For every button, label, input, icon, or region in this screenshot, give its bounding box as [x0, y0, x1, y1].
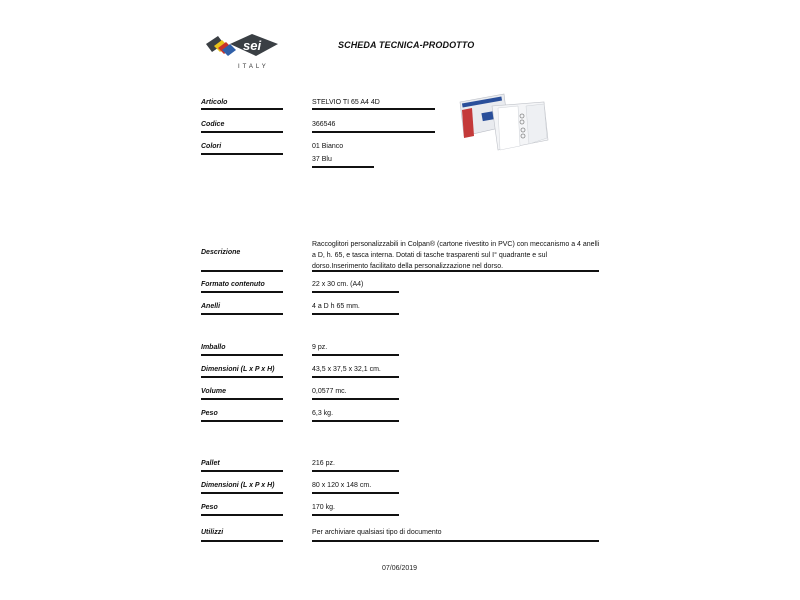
colori-value-2: 37 Blu — [312, 156, 332, 163]
codice-value-rule — [312, 131, 435, 133]
imballo-dimensioni-label: Dimensioni (L x P x H) — [201, 366, 275, 373]
imballo-dimensioni-value: 43,5 x 37,5 x 32,1 cm. — [312, 366, 381, 373]
anelli-value-rule — [312, 313, 399, 315]
articolo-label: Articolo — [201, 99, 228, 106]
pallet-label: Pallet — [201, 460, 220, 467]
pallet-dimensioni-value: 80 x 120 x 148 cm. — [312, 482, 372, 489]
pallet-peso-label: Peso — [201, 504, 218, 511]
volume-value: 0,0577 mc. — [312, 388, 347, 395]
pallet-dimensioni-label: Dimensioni (L x P x H) — [201, 482, 275, 489]
pallet-value-rule — [312, 470, 399, 472]
colori-value-rule — [312, 166, 374, 168]
formato-label: Formato contenuto — [201, 281, 265, 288]
utilizzi-value-rule — [312, 540, 599, 542]
anelli-label-rule — [201, 313, 283, 315]
volume-label: Volume — [201, 388, 227, 395]
codice-label-rule — [201, 131, 283, 133]
logo-mark-icon — [200, 30, 282, 64]
pallet-label-rule — [201, 470, 283, 472]
descrizione-value-rule — [312, 270, 599, 272]
volume-value-rule — [312, 398, 399, 400]
imballo-value: 9 pz. — [312, 344, 328, 351]
imballo-value-rule — [312, 354, 399, 356]
imballo-dimensioni-value-rule — [312, 376, 399, 378]
product-image — [452, 92, 552, 162]
articolo-value-rule — [312, 108, 435, 110]
imballo-peso-label-rule — [201, 420, 283, 422]
pallet-dimensioni-label-rule — [201, 492, 283, 494]
imballo-label-rule — [201, 354, 283, 356]
imballo-peso-label: Peso — [201, 410, 218, 417]
descrizione-label: Descrizione — [201, 249, 241, 256]
articolo-value: STELVIO TI 65 A4 4D — [312, 99, 380, 106]
formato-value: 22 x 30 cm. (A4) — [312, 281, 364, 288]
imballo-label: Imballo — [201, 344, 226, 351]
imballo-dimensioni-label-rule — [201, 376, 283, 378]
codice-label: Codice — [201, 121, 225, 128]
descrizione-label-rule — [201, 270, 283, 272]
pallet-dimensioni-value-rule — [312, 492, 399, 494]
anelli-label: Anelli — [201, 303, 221, 310]
logo-text: sei — [243, 38, 262, 53]
pallet-peso-value: 170 kg. — [312, 504, 335, 511]
codice-value: 366546 — [312, 121, 336, 128]
descrizione-value: Raccoglitori personalizzabili in Colpan® (cartone rivestito in PVC) con meccanismo a 4 anelli a D, h. 65, e tasca interna. Dotati di tasche trasparenti sul I° quadrante e sul dorso.Inserimento facilitato della personalizzazione nel dorso. — [312, 241, 600, 270]
colori-label: Colori — [201, 143, 222, 150]
utilizzi-value: Per archiviare qualsiasi tipo di documento — [312, 529, 442, 536]
colori-value-1: 01 Bianco — [312, 143, 344, 150]
utilizzi-label: Utilizzi — [201, 529, 224, 536]
articolo-label-rule — [201, 108, 283, 110]
anelli-value: 4 a D h 65 mm. — [312, 303, 360, 310]
imballo-peso-value: 6,3 kg. — [312, 410, 334, 417]
volume-label-rule — [201, 398, 283, 400]
pallet-peso-value-rule — [312, 514, 399, 516]
logo-subtext: ITALY — [238, 64, 269, 70]
pallet-peso-label-rule — [201, 514, 283, 516]
utilizzi-label-rule — [201, 540, 283, 542]
footer-date: 07/06/2019 — [382, 565, 418, 572]
colori-label-rule — [201, 153, 283, 155]
pallet-value: 216 pz. — [312, 460, 335, 467]
company-logo — [200, 30, 282, 66]
imballo-peso-value-rule — [312, 420, 399, 422]
document-title: SCHEDA TECNICA-PRODOTTO — [338, 40, 475, 50]
formato-value-rule — [312, 291, 399, 293]
formato-label-rule — [201, 291, 283, 293]
